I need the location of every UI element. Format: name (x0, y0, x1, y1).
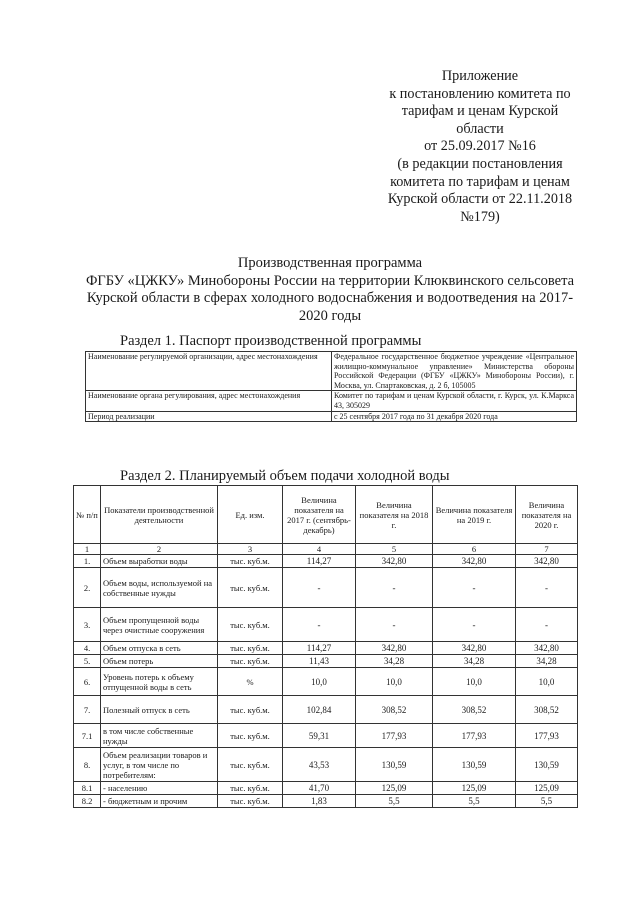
table-row (74, 668, 578, 696)
row-unit: тыс. куб.м. (218, 642, 283, 655)
index-cell: 1 (74, 544, 101, 555)
row-unit: тыс. куб.м. (218, 655, 283, 668)
appendix-line: (в редакции постановления (397, 155, 563, 172)
row-value-2018: 130,59 (356, 748, 433, 782)
row-value-2019: 10,0 (433, 668, 516, 696)
row-value-2017: 59,31 (283, 724, 356, 748)
row-value-2017: 1,83 (283, 795, 356, 808)
row-unit: тыс. куб.м. (218, 795, 283, 808)
row-unit: тыс. куб.м. (218, 608, 283, 642)
row-value-2017: 114,27 (283, 555, 356, 568)
row-unit: тыс. куб.м. (218, 696, 283, 724)
row-name: Объем пропущенной воды через очистные сооружения (101, 608, 218, 642)
row-unit: тыс. куб.м. (218, 724, 283, 748)
table-header-row (74, 486, 578, 544)
table-row (74, 724, 578, 748)
row-value-2017: - (283, 608, 356, 642)
row-value-2017: 102,84 (283, 696, 356, 724)
title-line: 2020 годы (298, 307, 362, 324)
row-unit: тыс. куб.м. (218, 568, 283, 608)
table-row (86, 391, 577, 411)
passport-value: Комитет по тарифам и ценам Курской области, г. Курск, ул. К.Маркса 43, 305029 (332, 391, 577, 411)
row-value-2018: - (356, 568, 433, 608)
row-value-2018: 342,80 (356, 555, 433, 568)
row-value-2018: 34,28 (356, 655, 433, 668)
row-value-2018: 10,0 (356, 668, 433, 696)
table-row (74, 696, 578, 724)
table-row (86, 411, 577, 422)
row-unit: тыс. куб.м. (218, 782, 283, 795)
row-value-2017: - (283, 568, 356, 608)
table-row (74, 795, 578, 808)
appendix-line: комитета по тарифам и ценам (390, 173, 570, 190)
header-name: Показатели производственной деятельности (101, 486, 218, 544)
row-value-2019: 34,28 (433, 655, 516, 668)
row-name: Объем выработки воды (101, 555, 218, 568)
table-row (74, 608, 578, 642)
row-value-2019: 342,80 (433, 555, 516, 568)
row-value-2019: - (433, 568, 516, 608)
title-line: Производственная программа (237, 255, 423, 271)
row-value-2020: 130,59 (516, 748, 578, 782)
row-value-2020: 342,80 (516, 555, 578, 568)
document-title (70, 255, 590, 325)
row-value-2018: 125,09 (356, 782, 433, 795)
row-unit: тыс. куб.м. (218, 748, 283, 782)
appendix-line: Приложение (441, 68, 519, 84)
table-row (74, 748, 578, 782)
row-value-2020: - (516, 608, 578, 642)
row-num: 3. (74, 608, 101, 642)
row-name: Объем реализации товаров и услуг, в том числе по потребителям: (101, 748, 218, 782)
row-unit: тыс. куб.м. (218, 555, 283, 568)
row-value-2020: 342,80 (516, 642, 578, 655)
appendix-line: Курской области от 22.11.2018 (387, 191, 573, 208)
row-name: - населению (101, 782, 218, 795)
row-value-2018: 342,80 (356, 642, 433, 655)
table-row (74, 568, 578, 608)
appendix-header (360, 68, 600, 226)
appendix-line: от 25.09.2017 №16 (424, 138, 536, 155)
row-value-2017: 43,53 (283, 748, 356, 782)
passport-table (85, 351, 577, 422)
passport-value: с 25 сентября 2017 года по 31 декабря 2020 года (332, 411, 577, 422)
index-cell: 3 (218, 544, 283, 555)
table-row (74, 642, 578, 655)
row-name: Объем потерь (101, 655, 218, 668)
row-num: 5. (74, 655, 101, 668)
row-value-2020: 177,93 (516, 724, 578, 748)
row-num: 6. (74, 668, 101, 696)
row-num: 8.1 (74, 782, 101, 795)
index-cell: 7 (516, 544, 578, 555)
row-value-2018: 308,52 (356, 696, 433, 724)
header-2020: Величина показателя на 2020 г. (516, 486, 578, 544)
row-value-2020: 308,52 (516, 696, 578, 724)
row-num: 4. (74, 642, 101, 655)
passport-label: Наименование органа регулирования, адрес местонахождения (86, 391, 332, 411)
row-value-2019: 125,09 (433, 782, 516, 795)
row-value-2017: 10,0 (283, 668, 356, 696)
table-row (74, 655, 578, 668)
row-value-2017: 114,27 (283, 642, 356, 655)
header-unit: Ед. изм. (218, 486, 283, 544)
row-name: в том числе собственные нужды (101, 724, 218, 748)
row-name: - бюджетным и прочим (101, 795, 218, 808)
header-2019: Величина показателя на 2019 г. (433, 486, 516, 544)
row-name: Объем воды, используемой на собственные нужды (101, 568, 218, 608)
table-row (74, 555, 578, 568)
passport-value: Федеральное государственное бюджетное учреждение «Центральное жилищно-коммунальное управление» Министерства обороны Российской Федерации (ФГБУ «ЦЖКУ» Минобороны России), г. Москва, ул. Спартаковская, д. 2 б, 105005 (332, 352, 577, 391)
section2-heading: Раздел 2. Планируемый объем подачи холодной воды (120, 468, 450, 484)
appendix-line: тарифам и ценам Курской (401, 103, 559, 120)
row-num: 2. (74, 568, 101, 608)
row-value-2018: - (356, 608, 433, 642)
row-value-2019: - (433, 608, 516, 642)
table-row (74, 782, 578, 795)
row-num: 7. (74, 696, 101, 724)
row-value-2019: 130,59 (433, 748, 516, 782)
row-value-2018: 177,93 (356, 724, 433, 748)
title-line: ФГБУ «ЦЖКУ» Минобороны России на территории Клюквинского сельсовета (85, 272, 575, 289)
row-num: 7.1 (74, 724, 101, 748)
header-2017: Величина показателя на 2017 г. (сентябрь-декабрь) (283, 486, 356, 544)
row-value-2020: 10,0 (516, 668, 578, 696)
row-value-2019: 177,93 (433, 724, 516, 748)
row-value-2017: 11,43 (283, 655, 356, 668)
row-value-2019: 308,52 (433, 696, 516, 724)
row-name: Объем отпуска в сеть (101, 642, 218, 655)
index-cell: 2 (101, 544, 218, 555)
appendix-line: №179) (460, 208, 500, 225)
appendix-line: к постановлению комитета по (389, 85, 571, 102)
title-line: Курской области в сферах холодного водоснабжения и водоотведения на 2017- (86, 290, 574, 306)
row-value-2020: 125,09 (516, 782, 578, 795)
section1-heading: Раздел 1. Паспорт производственной программы (120, 333, 422, 349)
row-num: 8.2 (74, 795, 101, 808)
row-value-2020: 34,28 (516, 655, 578, 668)
row-name: Полезный отпуск в сеть (101, 696, 218, 724)
passport-label: Период реализации (86, 411, 332, 422)
row-value-2017: 41,70 (283, 782, 356, 795)
index-cell: 6 (433, 544, 516, 555)
row-name: Уровень потерь к объему отпущенной воды в сеть (101, 668, 218, 696)
index-row (74, 544, 578, 555)
row-value-2020: - (516, 568, 578, 608)
header-num: № п/п (74, 486, 101, 544)
water-supply-table (73, 485, 578, 808)
index-cell: 5 (356, 544, 433, 555)
appendix-line: области (456, 120, 504, 137)
row-value-2019: 5,5 (433, 795, 516, 808)
header-2018: Величина показателя на 2018 г. (356, 486, 433, 544)
row-value-2018: 5,5 (356, 795, 433, 808)
row-num: 1. (74, 555, 101, 568)
row-value-2020: 5,5 (516, 795, 578, 808)
table-row (86, 352, 577, 391)
row-value-2019: 342,80 (433, 642, 516, 655)
index-cell: 4 (283, 544, 356, 555)
row-unit: % (218, 668, 283, 696)
passport-label: Наименование регулируемой организации, адрес местонахождения (86, 352, 332, 391)
row-num: 8. (74, 748, 101, 782)
